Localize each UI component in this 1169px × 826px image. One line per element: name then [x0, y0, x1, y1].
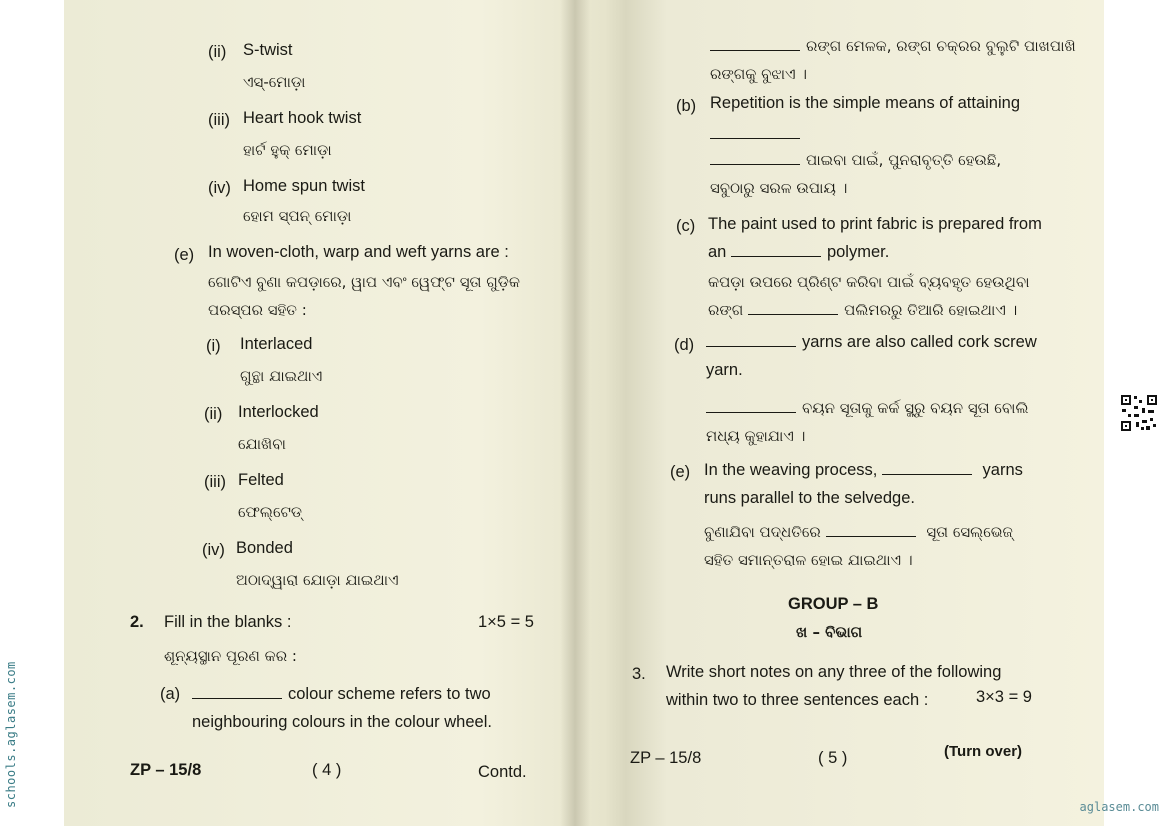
blank-line: [192, 686, 282, 699]
od-text: ମଧ୍ୟ କୁହାଯାଏ ।: [706, 427, 806, 445]
turn-over-label: (Turn over): [944, 743, 1023, 760]
sub-text: colour scheme refers to two: [288, 685, 491, 703]
option-od: ଅଠାଦ୍ୱାରା ଯୋଡ଼ା ଯାଇଥାଏ: [236, 571, 399, 589]
left-page: [64, 0, 564, 826]
option-od: ଗୁନ୍ଥା ଯାଇଥାଏ: [240, 367, 323, 385]
od-text: କପଡ଼ା ଉପରେ ପ୍ରିଣ୍ଟ କରିବା ପାଇଁ ବ୍ୟବହୃତ ହେଉଥିବା: [708, 273, 1030, 291]
option-num: (iii): [204, 473, 226, 491]
sub-label: (a): [160, 685, 181, 703]
sub-text: yarns: [982, 461, 1023, 479]
marks: 1×5 = 5: [478, 613, 534, 631]
sub-text: In the weaving process,: [704, 461, 878, 479]
option-en: Felted: [238, 471, 284, 489]
right-page: [590, 0, 1090, 826]
od-text: ସୂତା ସେଲ୍‌ଭେଜ୍: [926, 523, 1013, 541]
item-en: S-twist: [243, 41, 293, 59]
footer-code: ZP – 15/8: [630, 749, 702, 767]
question-number: 2.: [130, 613, 144, 631]
question-od: ପରସ୍ପର ସହିତ :: [208, 301, 307, 319]
question-label: (e): [174, 246, 195, 264]
item-od: ହାର୍ଟ ହୁକ୍ ମୋଡ଼ା: [243, 141, 332, 159]
od-text: ପଲିମରରୁ ତିଆରି ହୋଇଥାଏ ।: [844, 301, 1018, 319]
option-en: Interlaced: [240, 335, 313, 353]
sub-label: (c): [676, 217, 696, 235]
item-num: (iv): [208, 179, 231, 197]
question-title: Fill in the blanks :: [164, 613, 292, 631]
od-text: ସହିତ ସମାନ୍ତରାଳ ହୋଇ ଯାଇଥାଏ ।: [704, 551, 913, 569]
item-en: Heart hook twist: [243, 109, 362, 127]
side-watermark: schools.aglasem.com: [4, 661, 18, 808]
option-num: (ii): [204, 405, 223, 423]
sub-label: (b): [676, 97, 697, 115]
sub-text: an: [708, 243, 727, 261]
blank-line: [710, 38, 800, 51]
option-od: ଯୋଖିବା: [238, 435, 286, 453]
item-od: ହୋମ ସ୍ପନ୍ ମୋଡ଼ା: [243, 207, 352, 225]
od-text: ବୟନ ସୂତାକୁ କର୍କ ସ୍କ୍ରୁ ବୟନ ସୂତା ବୋଲି: [802, 399, 1029, 417]
group-title: GROUP – B: [788, 595, 879, 613]
sub-text: yarns are also called cork screw: [802, 333, 1037, 351]
od-text: ପାଇବା ପାଇଁ, ପୁନରାବୃତ୍ତି ହେଉଛି,: [806, 151, 1002, 169]
blank-line: [731, 244, 821, 257]
qr-code-icon: [1120, 394, 1158, 432]
option-num: (i): [206, 337, 221, 355]
blank-line: [826, 524, 916, 537]
sub-label: (d): [674, 336, 695, 354]
sub-text: neighbouring colours in the colour wheel.: [192, 713, 492, 731]
blank-line: [706, 400, 796, 413]
sub-text: yarn.: [706, 361, 743, 379]
book-gutter: [560, 0, 590, 826]
option-en: Interlocked: [238, 403, 319, 421]
item-od: ଏସ୍-ମୋଡ଼ା: [243, 73, 306, 91]
question-od: ଗୋଟିଏ ବୁଣା କପଡ଼ାରେ, ୱାପ ଏବଂ ୱେଫ୍ଟ ସୂତା ଗୁଡ଼ିକ: [208, 273, 520, 291]
question-text: Write short notes on any three of the following: [666, 663, 1002, 681]
sub-text: The paint used to print fabric is prepared from: [708, 215, 1042, 233]
question-od: ଶୂନ୍ୟସ୍ଥାନ ପୂରଣ କର :: [164, 647, 297, 665]
od-text: ସବୁଠାରୁ ସରଳ ଉପାୟ ।: [710, 179, 848, 197]
blank-line: [748, 302, 838, 315]
item-num: (ii): [208, 43, 227, 61]
od-text: ରଙ୍ଗ ମେଳକ, ରଙ୍ଗ ଚକ୍ରର ବୁଲୁଟି ପାଖପାଖି: [806, 37, 1076, 55]
blank-line: [710, 126, 800, 139]
blank-line: [882, 462, 972, 475]
footer-code: ZP – 15/8: [130, 761, 202, 779]
sub-label: (e): [670, 463, 691, 481]
question-text: within two to three sentences each :: [666, 691, 929, 709]
sub-text: Repetition is the simple means of attaining: [710, 94, 1021, 112]
contd-label: Contd.: [478, 763, 527, 781]
question-text: In woven-cloth, warp and weft yarns are :: [208, 243, 509, 261]
option-en: Bonded: [236, 539, 293, 557]
marks: 3×3 = 9: [976, 688, 1032, 706]
od-text: ରଙ୍ଗକୁ ବୁଝାଏ ।: [710, 65, 808, 83]
sub-text: runs parallel to the selvedge.: [704, 489, 915, 507]
group-title-od: ଖ – ବିଭାଗ: [796, 623, 863, 641]
corner-watermark: aglasem.com: [1079, 800, 1159, 814]
option-od: ଫେଲ୍‌ଟେଡ୍: [238, 503, 302, 521]
item-num: (iii): [208, 111, 230, 129]
od-text: ରଙ୍ଗ: [708, 301, 744, 319]
item-en: Home spun twist: [243, 177, 365, 195]
blank-line: [706, 334, 796, 347]
option-num: (iv): [202, 541, 225, 559]
blank-line: [710, 152, 800, 165]
page-number: ( 5 ): [818, 749, 848, 767]
od-text: ବୁଣାଯିବା ପଦ୍ଧତିରେ: [704, 523, 821, 541]
page-number: ( 4 ): [312, 761, 342, 779]
question-number: 3.: [632, 665, 646, 683]
sub-text: polymer.: [826, 243, 890, 261]
